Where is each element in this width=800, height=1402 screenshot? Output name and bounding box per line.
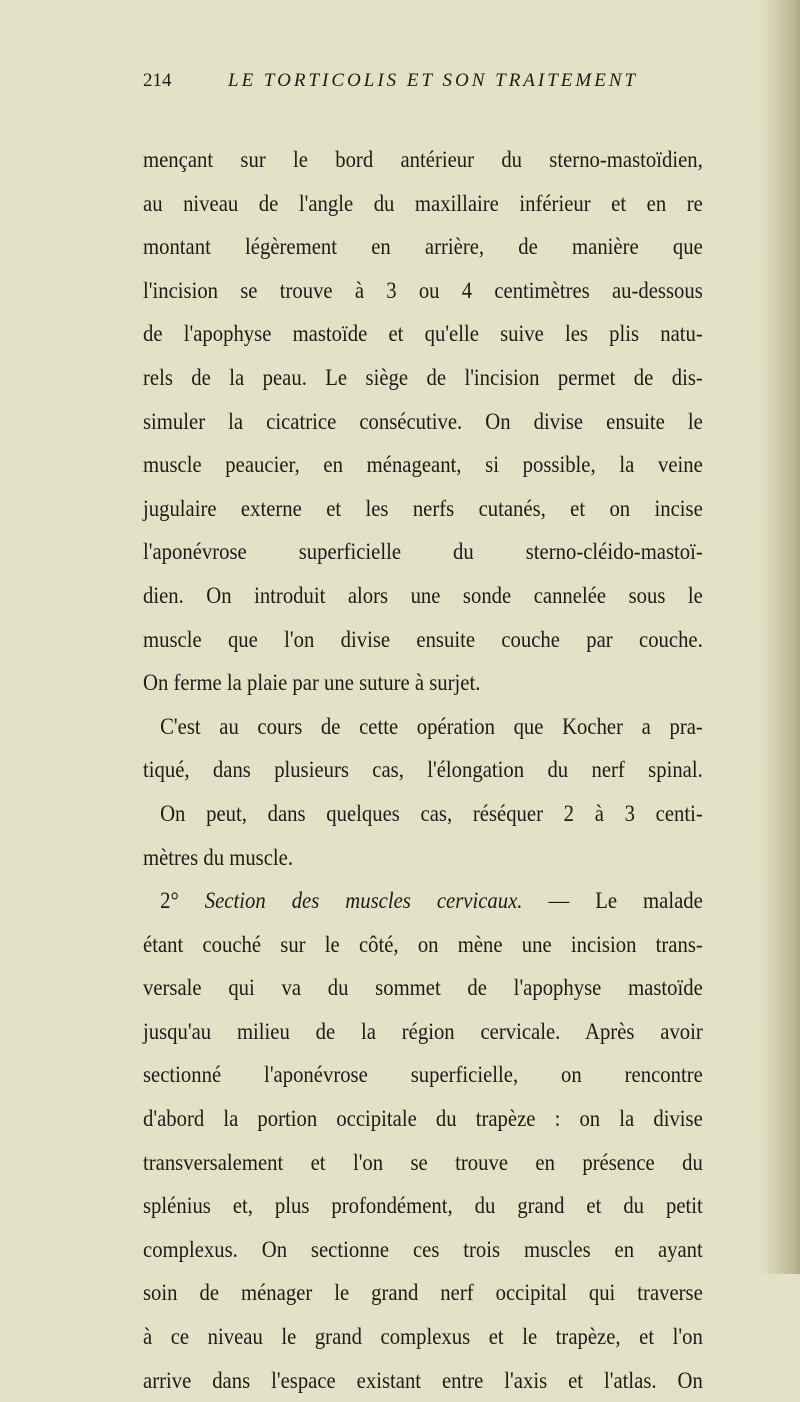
text-line: étant couché sur le côté, on mène une incision trans- xyxy=(143,931,703,957)
text-line: au niveau de l'angle du maxillaire inférieur et en re xyxy=(143,190,703,216)
text-line: complexus. On sectionne ces trois muscles en ayant xyxy=(143,1236,703,1262)
text-line: à ce niveau le grand complexus et le trapèze, et l'on xyxy=(143,1324,703,1350)
text-line: C'est au cours de cette opération que Kocher a pra- xyxy=(160,713,703,739)
text-line: splénius et, plus profondément, du grand et du petit xyxy=(143,1193,703,1219)
text-line: jugulaire externe et les nerfs cutanés, et on incise xyxy=(143,495,703,521)
text-line: de l'apophyse mastoïde et qu'elle suive les plis natu- xyxy=(143,321,703,347)
page-number: 214 xyxy=(143,70,172,91)
text-line: transversalement et l'on se trouve en présence du xyxy=(143,1149,703,1175)
text-line: simuler la cicatrice consécutive. On divise ensuite le xyxy=(143,408,703,434)
text-line: d'abord la portion occipitale du trapèze : on la divise xyxy=(143,1106,703,1132)
running-title: LE TORTICOLIS ET SON TRAITEMENT xyxy=(228,70,639,91)
text-line: versale qui va du sommet de l'apophyse mastoïde xyxy=(143,975,703,1001)
text-line: dien. On introduit alors une sonde cannelée sous le xyxy=(143,582,703,608)
text-line: jusqu'au milieu de la région cervicale. Après avoir xyxy=(143,1018,703,1044)
text-line: rels de la peau. Le siège de l'incision permet de dis- xyxy=(143,364,703,390)
binding-shadow xyxy=(760,0,800,1274)
page-header xyxy=(143,70,743,98)
text-line: l'aponévrose superficielle du sterno-cléido-mastoï- xyxy=(143,539,703,565)
text-line: mençant sur le bord antérieur du sterno-mastoïdien, xyxy=(143,147,703,172)
text-line: On peut, dans quelques cas, réséquer 2 à 3 centi- xyxy=(160,800,703,826)
section-number: 2° xyxy=(160,888,179,914)
text-line: l'incision se trouve à 3 ou 4 centimètres au-dessous xyxy=(143,277,703,303)
text-line: mètres du muscle. xyxy=(143,844,294,870)
text-line: — Le malade xyxy=(548,888,703,914)
body-text xyxy=(143,138,703,1402)
text-line: arrive dans l'espace existant entre l'axis et l'atlas. On xyxy=(143,1367,703,1393)
text-line: muscle que l'on divise ensuite couche par couche. xyxy=(143,626,703,652)
text-line: On ferme la plaie par une suture à surjet. xyxy=(143,670,481,696)
text-line: tiqué, dans plusieurs cas, l'élongation du nerf spinal. xyxy=(143,757,703,783)
text-line: soin de ménager le grand nerf occipital qui traverse xyxy=(143,1280,703,1306)
text-line: sectionné l'aponévrose superficielle, on rencontre xyxy=(143,1062,703,1088)
section-heading-line xyxy=(143,879,703,923)
section-title: Section des muscles cervicaux. xyxy=(204,888,523,914)
text-line: muscle peaucier, en ménageant, si possible, la veine xyxy=(143,452,703,478)
text-line: montant légèrement en arrière, de manière que xyxy=(143,234,703,260)
